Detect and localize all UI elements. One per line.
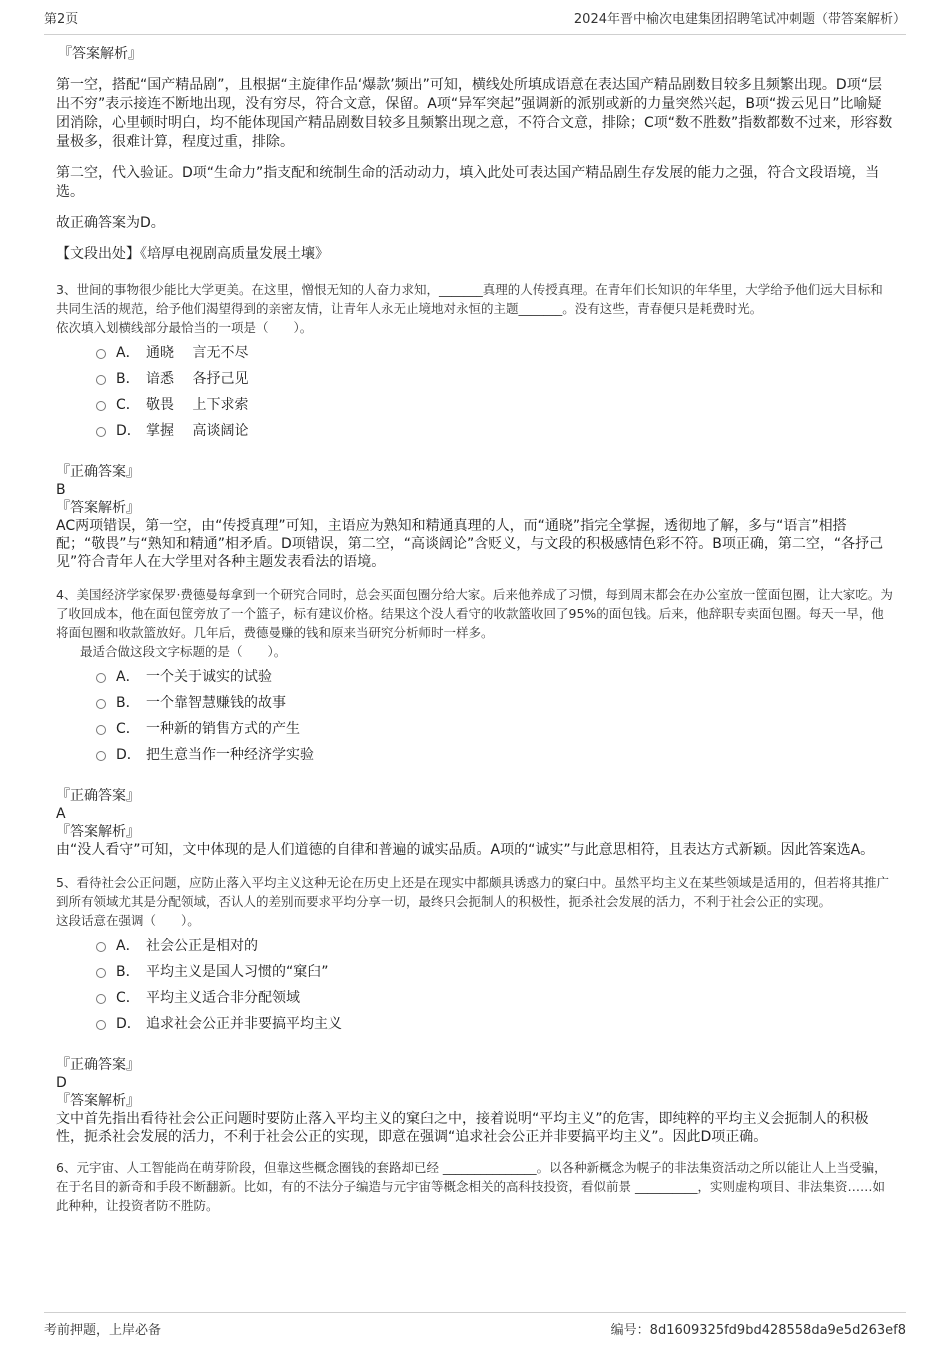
footer-slogan: 考前押题，上岸必备 — [44, 1322, 162, 1338]
page-header — [44, 0, 906, 35]
radio-icon[interactable] — [96, 673, 106, 683]
question-3 — [56, 280, 894, 571]
page-content — [56, 44, 894, 1215]
option-a[interactable]: A． 社会公正是相对的 — [96, 932, 894, 958]
question-5 — [56, 873, 894, 1146]
q2-source: 【文段出处】《培厚电视剧高质量发展土壤》 — [56, 246, 329, 262]
document-title: 2024年晋中榆次电建集团招聘笔试冲刺题（带答案解析） — [573, 11, 906, 27]
radio-icon[interactable] — [96, 401, 106, 411]
answer-value: B — [56, 482, 66, 498]
option-b[interactable]: B． 谙悉 各抒己见 — [96, 365, 894, 391]
radio-icon[interactable] — [96, 349, 106, 359]
answer-value: A — [56, 806, 66, 822]
q2-analysis-p3: 故正确答案为D。 — [56, 215, 165, 231]
option-b[interactable]: B． 一个靠智慧赚钱的故事 — [96, 689, 894, 715]
page-number: 第2页 — [44, 11, 79, 27]
answer-label: 『正确答案』 — [56, 788, 140, 804]
option-a[interactable]: A． 通晓 言无不尽 — [96, 339, 894, 365]
radio-icon[interactable] — [96, 751, 106, 761]
analysis-text: AC两项错误，第一空，由“传授真理”可知，主语应为熟知和精通真理的人，而“通晓”指完全掌握，透彻地了解，多与“语言”相搭配；“敬畏”与“熟知和精通”相矛盾。D项错误，第二空，“高谈阔论”含贬义，与文段的积极感情色彩不符。B项正确，第二空，“各抒己见”符合青年人在大学里对各种主题发表看法的语境。 — [56, 518, 884, 570]
q2-analysis-p2: 第二空，代入验证。D项“生命力”指支配和统制生命的活动动力，填入此处可表达国产精品剧生存发展的能力之强，符合文段语境，当选。 — [56, 165, 880, 200]
option-c[interactable]: C． 敬畏 上下求索 — [96, 391, 894, 417]
options-list — [96, 932, 894, 1036]
question-prompt: 最适合做这段文字标题的是（ ）。 — [80, 644, 287, 659]
option-a[interactable]: A． 一个关于诚实的试验 — [96, 663, 894, 689]
question-prompt: 依次填入划横线部分最恰当的一项是（ ）。 — [56, 320, 313, 335]
analysis-text: 文中首先指出看待社会公正问题时要防止落入平均主义的窠臼之中，接着说明“平均主义”的危害，即纯粹的平均主义会扼制人的积极性，扼杀社会发展的活力，不利于社会公正的实现，即意在强调“追求社会公正并非要搞平均主义”。因此D项正确。 — [56, 1111, 869, 1145]
options-list — [96, 663, 894, 767]
answer-label: 『正确答案』 — [56, 1057, 140, 1073]
options-list — [96, 339, 894, 443]
option-d[interactable]: D． 掌握 高谈阔论 — [96, 417, 894, 443]
question-stem: 3、世间的事物很少能比大学更美。在这里，憎恨无知的人奋力求知，_______真理的人传授真理。在青年们长知识的年华里，大学给予他们远大目标和共同生活的规范，给予他们渴望得到的亲密友情，让青年人永无止境地对永恒的主题_______。没有这些，青春便只是耗费时光。 — [56, 282, 883, 316]
question-stem: 4、美国经济学家保罗·费德曼每拿到一个研究合同时，总会买面包圈分给大家。后来他养成了习惯，每到周末都会在办公室放一筐面包圈，让大家吃。为了收回成本，他在面包筐旁放了一个篮子，标有建议价格。结果这个没人看守的收款篮收回了95%的面包钱。后来，他辞职专卖面包圈。每天一早，他将面包圈和收款篮放好。几年后，费德曼赚的钱和原来当研究分析师时一样多。 — [56, 587, 893, 640]
question-4 — [56, 585, 894, 859]
question-6-stem: 6、元宇宙、人工智能尚在萌芽阶段，但靠这些概念圈钱的套路却已经 _______________。以各种新概念为幌子的非法集资活动之所以能让人上当受骗，在于名目的新奇和手段不断翻新。比如，有的不法分子编造与元宇宙等概念相关的高科技投资，看似前景 __________，实则虚构项目、非法集资……如此种种，让投资者防不胜防。 — [56, 1160, 887, 1213]
analysis-label: 『答案解析』 — [56, 824, 140, 840]
page-footer — [44, 1312, 906, 1343]
question-stem: 5、看待社会公正问题，应防止落入平均主义这种无论在历史上还是在现实中都颇具诱惑力的窠臼中。虽然平均主义在某些领域是适用的，但若将其推广到所有领域尤其是分配领域，否认人的差别而要求平均分享一切，最终只会扼制人的积极性，扼杀社会发展的活力，不利于社会公正的实现。 — [56, 875, 889, 909]
radio-icon[interactable] — [96, 1020, 106, 1030]
option-d[interactable]: D． 追求社会公正并非要搞平均主义 — [96, 1010, 894, 1036]
analysis-label: 『答案解析』 — [56, 500, 140, 516]
radio-icon[interactable] — [96, 968, 106, 978]
option-b[interactable]: B． 平均主义是国人习惯的“窠臼” — [96, 958, 894, 984]
answer-value: D — [56, 1075, 67, 1091]
option-d[interactable]: D． 把生意当作一种经济学实验 — [96, 741, 894, 767]
q2-analysis-p1: 第一空，搭配“国产精品剧”，且根据“主旋律作品‘爆款’频出”可知，横线处所填成语意在表达国产精品剧数目较多且频繁出现。D项“层出不穷”表示接连不断地出现，没有穷尽，符合文意，保留。A项“异军突起”强调新的派别或新的力量突然兴起，B项“拨云见日”比喻疑团消除，心里顿时明白，均不能体现国产精品剧数目较多且频繁出现之意，不符合文意，排除；C项“数不胜数”指数都数不过来，形容数量极多，很难计算，程度过重，排除。 — [56, 77, 893, 150]
answer-label: 『正确答案』 — [56, 464, 140, 480]
radio-icon[interactable] — [96, 427, 106, 437]
option-c[interactable]: C． 平均主义适合非分配领域 — [96, 984, 894, 1010]
radio-icon[interactable] — [96, 942, 106, 952]
document-code: 编号：8d1609325fd9bd428558da9e5d263ef8 — [610, 1322, 906, 1338]
question-prompt: 这段话意在强调（ ）。 — [56, 913, 200, 928]
analysis-label: 『答案解析』 — [56, 1093, 140, 1109]
radio-icon[interactable] — [96, 994, 106, 1004]
radio-icon[interactable] — [96, 699, 106, 709]
radio-icon[interactable] — [96, 375, 106, 385]
option-c[interactable]: C． 一种新的销售方式的产生 — [96, 715, 894, 741]
radio-icon[interactable] — [96, 725, 106, 735]
q2-analysis-label: 『答案解析』 — [58, 46, 142, 62]
analysis-text: 由“没人看守”可知，文中体现的是人们道德的自律和普遍的诚实品质。A项的“诚实”与此意思相符，且表达方式新颖。因此答案选A。 — [56, 842, 875, 858]
